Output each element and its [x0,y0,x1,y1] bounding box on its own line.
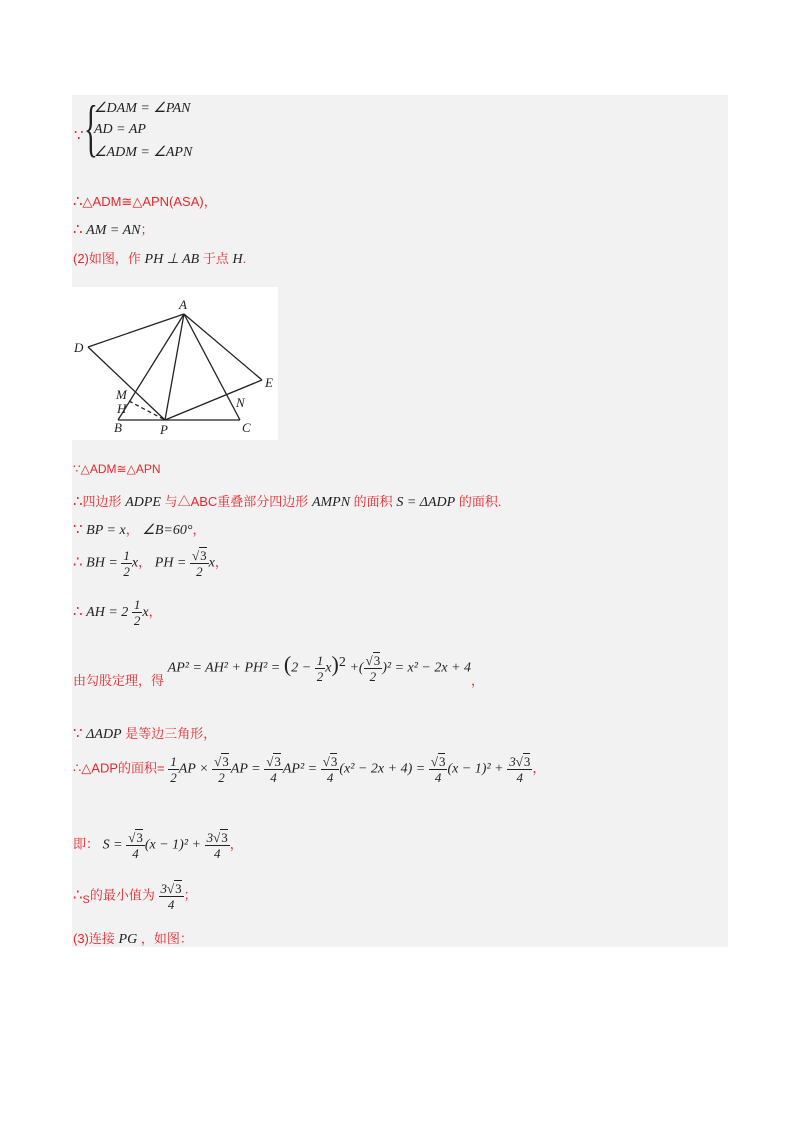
bh-ph-line: ∴ BH = $\frac{1}{2}$ x， PH = $\frac{√3}{2}$ x， [73,547,228,579]
area-derivation-line: ∴△ADP的面积= $\frac{1}{2}$ AP × $\frac{√3}{2}$ AP = $\frac{√3}{4}$ AP² = $\frac{√3}{4}$ (x² − 2x + 4) = $\frac{√3}{4}$ (x − 1)² + $\frac{3√3}{4}$ ， [73,753,546,785]
part3-heading: (3)连接 PG ，如图： [73,931,193,947]
ah-line: ∴ AH = 2 $\frac{1}{2}$ x， [73,597,162,628]
congruence-line: ∴△ADM≅△APN(ASA)， [73,193,217,210]
part2-heading: (2)如图，作 PH ⊥ AB 于点 H. [73,251,247,267]
am-equals-an-line: ∴ AM = AN； [73,221,154,238]
because-symbol: ∵ [74,127,84,144]
label-m: M [116,387,127,402]
system-row-2: AD = AP [94,122,146,137]
minimum-value-line: $\therefore_S$的最小值为 $\frac{3√3}{4}$ ； [73,881,197,912]
pythagorean-line: 由勾股定理，得 AP² = AH² + PH² = (2 − $\frac{1}{2}$ x)$^2$ +( $\frac{√3}{2}$ )² = x² − 2x + 4， [73,651,485,689]
s-expression-line: 即： S = $\frac{√3}{4}$ (x − 1)² + $\frac{3√3}{4}$ ， [73,830,243,861]
label-c: C [242,420,251,435]
geometry-figure [72,287,278,440]
content-panel [72,92,728,947]
brace: { [84,92,98,163]
given-bp-line: ∵ BP = x， ∠B=60°， [73,521,206,538]
congruence-recall: ∵△ADM≅△APN [73,462,161,476]
label-h: H [117,401,127,416]
label-n: N [236,395,245,410]
equilateral-line: ∵ ΔADP 是等边三角形， [73,725,217,742]
label-d: D [74,340,84,355]
system-row-3: ∠ADM = ∠APN [94,145,193,160]
label-e: E [265,375,273,390]
label-p: P [160,422,168,437]
system-row-1: ∠DAM = ∠PAN [94,101,191,116]
area-equivalence-line: ∴四边形 ADPE 与△ABC重叠部分四边形 AMPN 的面积 S = ΔADP 的面积. [73,493,502,510]
label-a: A [179,297,187,312]
label-b: B [114,420,122,435]
